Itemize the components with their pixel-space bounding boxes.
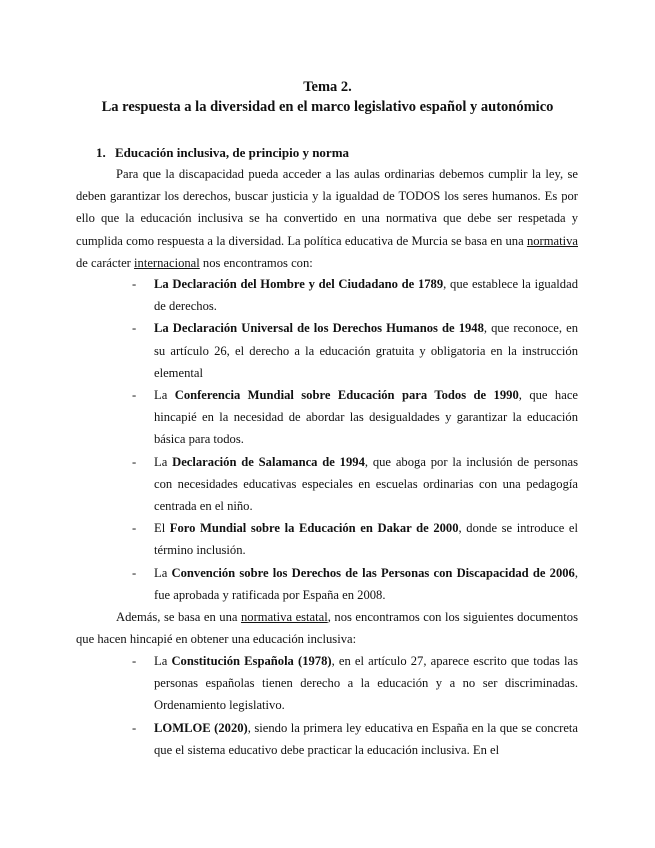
item-bold: La Declaración Universal de los Derechos Humanos de 1948 — [154, 321, 484, 336]
item-prefix: La — [154, 454, 173, 469]
item-bold: Constitución Española (1978) — [171, 654, 332, 668]
item-bold: Foro Mundial sobre la Educación en Dakar de 2000 — [169, 521, 459, 536]
intro-paragraph — [76, 163, 578, 274]
list-item — [132, 451, 578, 518]
item-text: , que hace hincapié en la necesidad de abordar las desigualdades y garantizar la educación básica para todos. — [154, 388, 579, 447]
state-paragraph — [76, 606, 578, 650]
section-title: Educación inclusiva, de principio y norma — [115, 145, 350, 160]
state-text-1: Además, se basa en una — [116, 610, 241, 624]
item-text: , que establece la igualdad de derechos. — [154, 277, 578, 314]
list-item — [132, 517, 578, 561]
page-subtitle: La respuesta a la diversidad en el marco legislativo español y autonómico — [101, 99, 554, 115]
item-text: , que reconoce, en su artículo 26, el derecho a la educación gratuita y obligatoria en la instrucción elemental — [154, 321, 578, 380]
item-bold: Conferencia Mundial sobre Educación para Todos de 1990 — [174, 388, 519, 403]
list-item — [132, 384, 578, 451]
item-bold: LOMLOE (2020) — [154, 720, 248, 735]
list-item — [132, 317, 578, 384]
state-underlined-normativa-estatal: normativa estatal — [240, 610, 328, 624]
list-item — [132, 562, 578, 606]
bullet-dash: - — [132, 654, 137, 668]
item-text: , donde se introduce el término inclusión. — [154, 521, 578, 558]
item-prefix: La — [154, 565, 172, 580]
item-bold: Declaración de Salamanca de 1994 — [172, 454, 365, 469]
section-number: 1. — [96, 145, 106, 160]
item-text: , en el artículo 27, aparece escrito que todas las personas españolas tienen derecho a la educación y a no ser discriminadas. Ordenamiento legislativo. — [154, 654, 579, 713]
item-prefix: La — [154, 388, 175, 403]
bullet-dash: - — [132, 388, 137, 403]
bullet-dash: - — [132, 277, 137, 291]
section-heading — [96, 145, 349, 161]
bullet-dash: - — [132, 720, 137, 735]
intro-text-1: Para que la discapacidad pueda acceder a las aulas ordinarias debemos cumplir la ley, se deben garantizar los derechos, buscar justicia y la igualdad de TODOS los seres humanos. Es por ello que la educación inclusiva se ha convertido en una normativa que debe ser respetada y cumplida como respuesta a la diversidad. La política educativa de Murcia se basa en una — [76, 167, 578, 248]
item-bold: La Declaración del Hombre y del Ciudadano de 1789 — [154, 277, 444, 291]
bullet-dash: - — [132, 321, 137, 336]
item-bold: Convención sobre los Derechos de las Personas con Discapacidad de 2006 — [171, 565, 575, 580]
list-item — [132, 717, 578, 761]
intro-text-3: nos encontramos con: — [199, 255, 313, 270]
bullet-dash: - — [132, 565, 137, 580]
international-list — [132, 273, 578, 606]
intro-underlined-normativa: normativa — [526, 233, 578, 248]
state-list — [132, 650, 578, 761]
intro-underlined-internacional: internacional — [134, 255, 200, 270]
item-prefix: La — [154, 654, 172, 668]
list-item — [132, 650, 578, 717]
bullet-dash: - — [132, 521, 137, 536]
item-prefix: El — [154, 521, 170, 536]
item-text: , fue aprobada y ratificada por España en 2008. — [154, 565, 579, 602]
item-text: , que aboga por la inclusión de personas con necesidades educativas especiales en escuelas ordinarias con una pedagogía centrada en el niño. — [154, 454, 578, 514]
page-title: Tema 2. — [303, 79, 352, 95]
list-item — [132, 273, 578, 317]
intro-text-2: de carácter — [76, 255, 135, 270]
bullet-dash: - — [132, 454, 137, 469]
state-text-2: , nos encontramos con los siguientes documentos que hacen hincapié en obtener una educación inclusiva: — [76, 610, 578, 647]
item-text: , siendo la primera ley educativa en España en la que se concreta que el sistema educativo debe practicar la educación inclusiva. En el — [154, 720, 578, 757]
